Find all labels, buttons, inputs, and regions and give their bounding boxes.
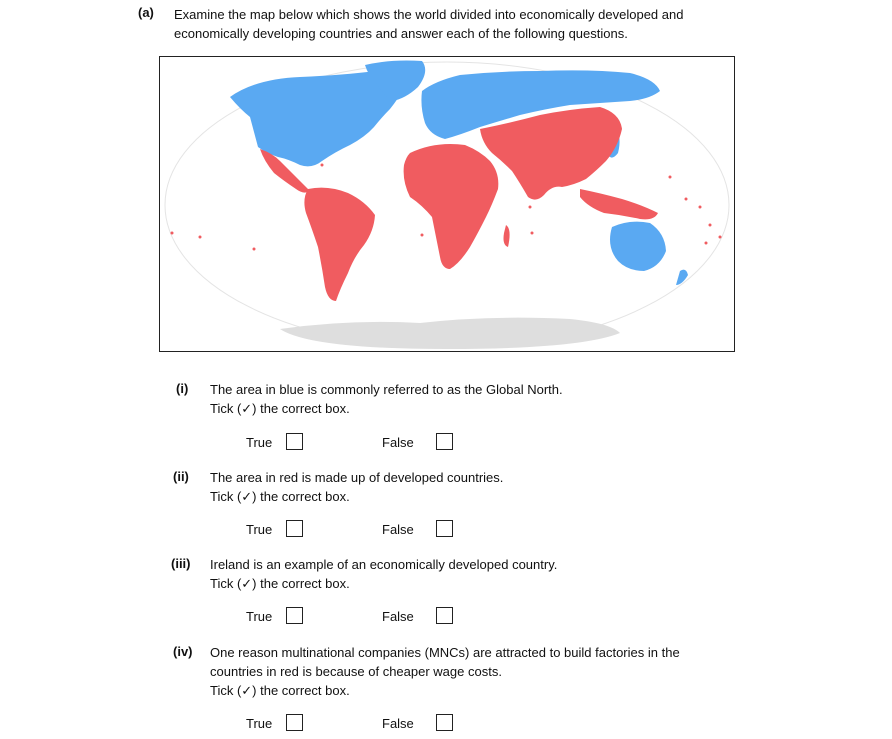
island-dot [669, 176, 672, 179]
part-instruction-line: Examine the map below which shows the world divided into economically developed and [174, 7, 684, 22]
question-line: Tick (✓) the correct box. [210, 401, 350, 416]
island-dot [407, 176, 410, 179]
question-label: (iv) [173, 644, 193, 659]
question-line: countries in red is because of cheaper wage costs. [210, 664, 502, 679]
asia-region [480, 107, 622, 200]
island-dot [709, 224, 712, 227]
new-zealand-region [676, 270, 688, 285]
island-dot [529, 206, 532, 209]
true-checkbox[interactable] [286, 433, 303, 450]
island-dot [171, 232, 174, 235]
antarctica-region [280, 318, 620, 349]
question-label: (ii) [173, 469, 189, 484]
false-label: False [382, 609, 414, 624]
true-checkbox[interactable] [286, 520, 303, 537]
question-text [210, 643, 680, 700]
false-checkbox[interactable] [436, 714, 453, 731]
false-checkbox[interactable] [436, 607, 453, 624]
island-dot [253, 248, 256, 251]
false-label: False [382, 435, 414, 450]
island-dot [705, 242, 708, 245]
question-line: Ireland is an example of an economically developed country. [210, 557, 558, 572]
island-dot [685, 198, 688, 201]
question-text [210, 380, 563, 418]
island-dot [199, 236, 202, 239]
true-checkbox[interactable] [286, 714, 303, 731]
question-line: The area in blue is commonly referred to as the Global North. [210, 382, 563, 397]
part-label: (a) [138, 5, 154, 20]
question-line: Tick (✓) the correct box. [210, 683, 350, 698]
question-line: Tick (✓) the correct box. [210, 489, 350, 504]
part-instructions [174, 5, 683, 43]
part-instruction-line: economically developing countries and answer each of the following questions. [174, 26, 628, 41]
false-checkbox[interactable] [436, 433, 453, 450]
question-text [210, 555, 557, 593]
australia-region [610, 222, 666, 271]
true-label: True [246, 716, 273, 731]
question-label: (i) [176, 381, 189, 396]
island-dot [321, 164, 324, 167]
island-dot [699, 206, 702, 209]
question-line: Tick (✓) the correct box. [210, 576, 350, 591]
island-dot [421, 234, 424, 237]
south-america-region [304, 188, 375, 301]
true-checkbox[interactable] [286, 607, 303, 624]
false-label: False [382, 716, 414, 731]
question-label: (iii) [171, 556, 191, 571]
false-label: False [382, 522, 414, 537]
true-label: True [246, 609, 273, 624]
true-label: True [246, 522, 273, 537]
question-line: The area in red is made up of developed countries. [210, 470, 504, 485]
africa-region [404, 144, 499, 269]
island-dot [531, 232, 534, 235]
island-dot [719, 236, 722, 239]
world-map-frame [159, 56, 735, 352]
madagascar-region [504, 225, 510, 247]
question-line: One reason multinational companies (MNCs) are attracted to build factories in the [210, 645, 680, 660]
true-label: True [246, 435, 273, 450]
southeast-asia-region [580, 189, 658, 219]
world-map [160, 57, 733, 350]
question-text [210, 468, 503, 506]
false-checkbox[interactable] [436, 520, 453, 537]
